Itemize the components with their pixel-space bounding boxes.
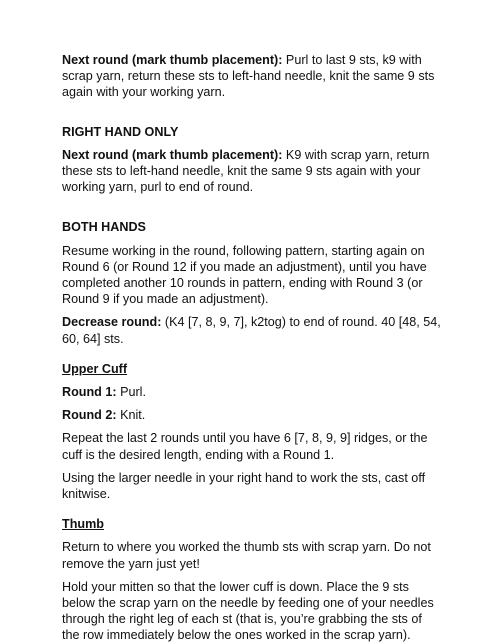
round-1-label: Round 1: — [62, 385, 117, 400]
thumb-placement-left-text: Purl to last 9 sts, k9 with scrap yarn, return these sts to left-hand needle, knit the same 9 sts again with your working yarn. — [62, 53, 435, 100]
round-2-paragraph — [62, 407, 442, 423]
thumb-placement-right-text: K9 with scrap yarn, return these sts to left-hand needle, knit the same 9 sts again with your working yarn, purl to end of round. — [62, 147, 430, 195]
right-hand-heading: RIGHT HAND ONLY — [62, 124, 179, 139]
decrease-round-paragraph — [62, 314, 442, 346]
pattern-page — [62, 52, 442, 644]
thumb-placement-left-paragraph — [62, 52, 442, 101]
round-2-label: Round 2: — [62, 408, 117, 423]
repeat-paragraph: Repeat the last 2 rounds until you have 6 [7, 8, 9, 9] ridges, or the cuff is the desired length, ending with a Round 1. — [62, 431, 428, 462]
hold-mitten-paragraph: Hold your mitten so that the lower cuff is down. Place the 9 sts below the scrap yarn on the needle by feeding one of your needles through the right leg of each st (that is, you’re grabbing the sts of the row immediately below the ones worked in the scrap yarn). — [62, 579, 434, 643]
thumb-placement-right-paragraph — [62, 147, 442, 196]
decrease-round-label: Decrease round: — [62, 315, 162, 330]
round-1-text: Purl. — [116, 385, 146, 400]
round-2-text: Knit. — [116, 408, 146, 423]
resume-paragraph: Resume working in the round, following pattern, starting again on Round 6 (or Round 12 if you made an adjustment), until you have completed another 10 rounds in pattern, ending with Round 3 (or Round 9 if you made an adjustment). — [62, 243, 427, 307]
return-paragraph: Return to where you worked the thumb sts with scrap yarn. Do not remove the yarn just yet! — [62, 540, 431, 571]
thumb-heading: Thumb — [62, 517, 104, 532]
thumb-placement-left-label: Next round (mark thumb placement): — [62, 53, 283, 67]
round-1-paragraph — [62, 384, 442, 400]
thumb-placement-right-label: Next round (mark thumb placement): — [62, 147, 283, 162]
both-hands-heading: BOTH HANDS — [62, 220, 146, 235]
upper-cuff-heading: Upper Cuff — [62, 361, 128, 376]
decrease-round-text: (K4 [7, 8, 9, 7], k2tog) to end of round. 40 [48, 54, 60, 64] sts. — [62, 315, 441, 346]
cast-off-paragraph: Using the larger needle in your right hand to work the sts, cast off knitwise. — [62, 470, 426, 502]
